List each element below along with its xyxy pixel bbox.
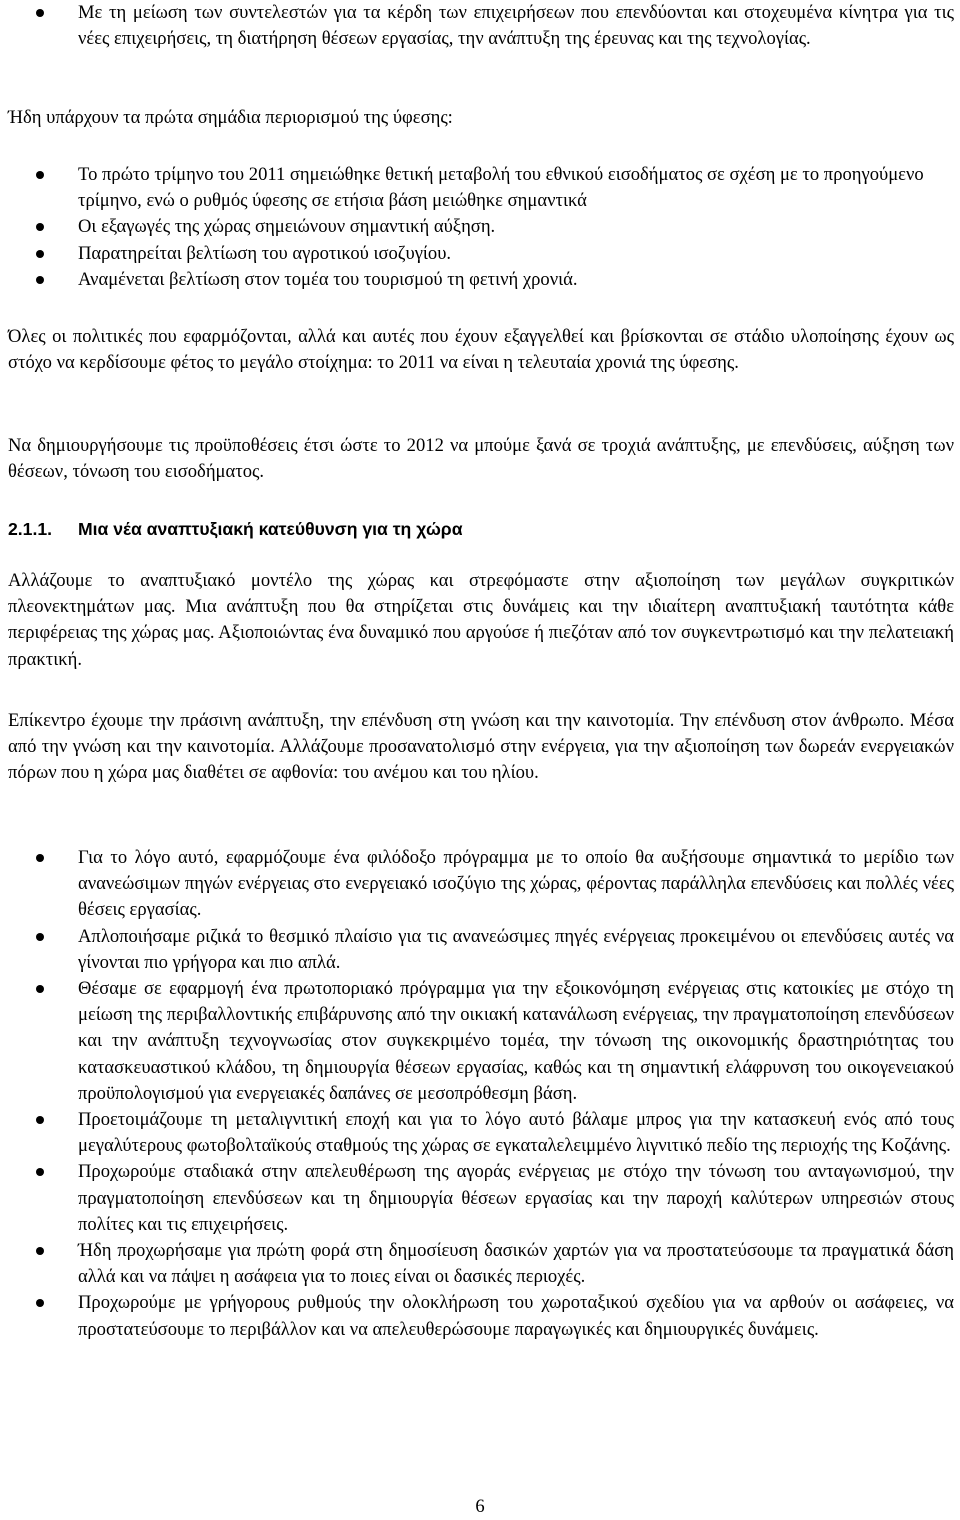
section-title: Μια νέα αναπτυξιακή κατεύθυνση για τη χώρα [78, 519, 463, 539]
paragraph-model: Αλλάζουμε το αναπτυξιακό μοντέλο της χώρας και στρεφόμαστε στην αξιοποίηση των μεγάλων συγκριτικών πλεονεκτημάτων μας. Μια ανάπτυξη που θα στηρίζεται στις δυνάμεις και την ιδιαίτερη αναπτυξιακή ταυτότητα κάθε περιφέρειας της χώρας μας. Αξιοποιώντας ένα δυναμικό που αργούσε ή πιεζόταν από τον συγκεντρωτισμό και την πελατειακή πρακτική. [8, 570, 954, 670]
list-item: Με τη μείωση των συντελεστών για τα κέρδη των επιχειρήσεων που επενδύονται και στοχευμένα κίνητρα για τις νέες επιχειρήσεις, τη διατήρηση θέσεων εργασίας, την ανάπτυξη της έρευνας και της τεχνολογίας. [0, 0, 960, 52]
list-item: Προχωρούμε με γρήγορους ρυθμούς την ολοκλήρωση του χωροταξικού σχεδίου για να αρθούν οι ασάφειες, να προστατεύσουμε το περιβάλλον και να απελευθερώσουμε παραγωγικές και δημιουργικές δυνάμεις. [0, 1290, 960, 1342]
list-item: Ήδη προχωρήσαμε για πρώτη φορά στη δημοσίευση δασικών χαρτών για να προστατεύσουμε τα πραγματικά δάση αλλά και να πάψει η ασάφεια για το ποιες είναι οι δασικές περιοχές. [0, 1238, 960, 1290]
section-number: 2.1.1. [8, 519, 53, 539]
list-item: Θέσαμε σε εφαρμογή ένα πρωτοποριακό πρόγραμμα για την εξοικονόμηση ενέργειας στις κατοικίες με στόχο τη μείωση της περιβαλλοντικής επιβάρυνσης από την οικιακή κατανάλωση ενέργειας, την πραγματοποίηση επενδύσεων και την ανάπτυξη τεχνογνωσίας στον συγκεκριμένο τομέα, την τόνωση της οικονομικής δραστηριότητας του κατασκευαστικού κλάδου, τη δημιουργία θέσεων εργασίας, καθώς και τη σημαντική ελάφρυνση του οικογενειακού προϋπολογισμού για ενεργειακές δαπάνες σε μεσοπρόθεσμη βάση. [0, 976, 960, 1107]
bullet-list-signs [0, 162, 960, 293]
list-item: Προετοιμάζουμε τη μεταλιγνιτική εποχή και για το λόγο αυτό βάλαμε μπρος για την κατασκευή ενός από τους μεγαλύτερους φωτοβολταϊκούς σταθμούς της χώρας σε εγκαταλελειμμένο λιγνιτικό πεδίο της περιοχής της Κοζάνης. [0, 1107, 960, 1159]
list-item: Απλοποιήσαμε ριζικά το θεσμικό πλαίσιο για τις ανανεώσιμες πηγές ενέργειας προκειμένου οι επενδύσεις αυτές να γίνονται πιο γρήγορα και πιο απλά. [0, 924, 960, 976]
paragraph-green: Επίκεντρο έχουμε την πράσινη ανάπτυξη, την επένδυση στη γνώση και την καινοτομία. Την επένδυση στον άνθρωπο. Μέσα από την γνώση και την καινοτομία. Αλλάζουμε προσανατολισμό στην ενέργεια, για την αξιοποίηση των δωρεάν ενεργειακών πόρων που η χώρα μας διαθέτει σε αφθονία: του ανέμου και του ηλίου. [8, 710, 954, 784]
list-item: Οι εξαγωγές της χώρας σημειώνουν σημαντική αύξηση. [0, 214, 960, 240]
list-item: Παρατηρείται βελτίωση του αγροτικού ισοζυγίου. [0, 241, 960, 267]
page-number: 6 [475, 1496, 485, 1517]
bullet-list-energy [0, 845, 960, 1343]
section-heading [0, 516, 960, 542]
paragraph-policies: Όλες οι πολιτικές που εφαρμόζονται, αλλά και αυτές που έχουν εξαγγελθεί και βρίσκονται σε στάδιο υλοποίησης έχουν ως στόχο να κερδίσουμε φέτος το μεγάλο στοίχημα: το 2011 να είναι η τελευταία χρονιά της ύφεσης. [8, 326, 954, 374]
bullet-list-top [0, 0, 960, 52]
intro-paragraph: Ήδη υπάρχουν τα πρώτα σημάδια περιορισμού της ύφεσης: [8, 107, 453, 128]
list-item: Για το λόγο αυτό, εφαρμόζουμε ένα φιλόδοξο πρόγραμμα με το οποίο θα αυξήσουμε σημαντικά το μερίδιο των ανανεώσιμων πηγών ενέργειας στο ενεργειακό ισοζύγιο της χώρας, φέροντας παράλληλα επενδύσεις και πολλές νέες θέσεις εργασίας. [0, 845, 960, 924]
list-item: Προχωρούμε σταδιακά στην απελευθέρωση της αγοράς ενέργειας με στόχο την τόνωση του ανταγωνισμού, την πραγματοποίηση επενδύσεων και τη δημιουργία θέσεων εργασίας και την παροχή καλύτερων υπηρεσιών στους πολίτες και τις επιχειρήσεις. [0, 1159, 960, 1238]
list-item: Το πρώτο τρίμηνο του 2011 σημειώθηκε θετική μεταβολή του εθνικού εισοδήματος σε σχέση με το προηγούμενο τρίμηνο, ενώ ο ρυθμός ύφεσης σε ετήσια βάση μειώθηκε σημαντικά [0, 162, 960, 214]
paragraph-2012: Να δημιουργήσουμε τις προϋποθέσεις έτσι ώστε το 2012 να μπούμε ξανά σε τροχιά ανάπτυξης, με επενδύσεις, αύξηση των θέσεων, τόνωση του εισοδήματος. [8, 435, 954, 483]
list-item: Αναμένεται βελτίωση στον τομέα του τουρισμού τη φετινή χρονιά. [0, 267, 960, 293]
